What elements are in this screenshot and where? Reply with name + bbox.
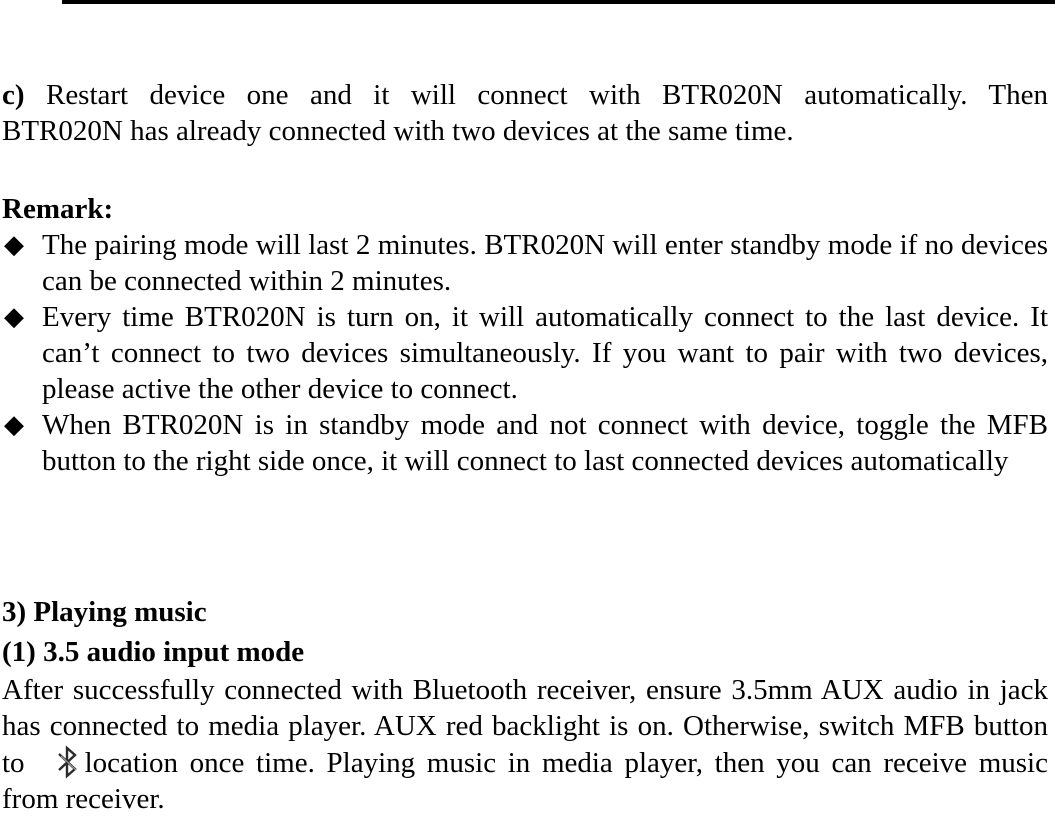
paragraph-playing-music bbox=[2, 672, 1048, 817]
section-heading: 3) Playing music bbox=[2, 596, 207, 628]
diamond-bullet-icon: ◆ bbox=[4, 410, 24, 440]
bluetooth-icon bbox=[51, 744, 85, 780]
subsection-heading: (1) 3.5 audio input mode bbox=[2, 636, 305, 668]
paragraph-playing-text-2: location once time. Playing music in media player, then you can receive music from receiver. bbox=[2, 747, 1048, 815]
paragraph-restart-text-1: Restart device one and it will connect with BTR020N automatically. Then bbox=[24, 79, 1048, 111]
paragraph-restart-line1 bbox=[2, 77, 1048, 113]
remark-heading: Remark: bbox=[2, 193, 114, 225]
diamond-bullet-icon: ◆ bbox=[4, 230, 24, 260]
paragraph-restart-text-2: BTR020N has already connected with two devices at the same time. bbox=[2, 115, 794, 147]
remark-item bbox=[2, 227, 1048, 299]
diamond-bullet-icon: ◆ bbox=[4, 302, 24, 332]
remark-item-text: When BTR020N is in standby mode and not connect with device, toggle the MFB button to the right side once, it will connect to last connected devices automatically bbox=[42, 409, 1048, 477]
paragraph-playing-text-1: After successfully connected with Bluetooth receiver, ensure 3.5mm AUX audio in jack has connected to media player. AUX red backlight is on. Otherwise, switch MFB button to bbox=[2, 674, 1048, 779]
remark-item bbox=[2, 299, 1048, 407]
remark-list bbox=[2, 227, 1048, 479]
remark-item-text: The pairing mode will last 2 minutes. BTR020N will enter standby mode if no devices can be connected within 2 minutes. bbox=[42, 229, 1048, 297]
remark-item bbox=[2, 407, 1048, 479]
top-rule bbox=[62, 0, 1055, 4]
step-label: c) bbox=[2, 79, 25, 111]
remark-item-text: Every time BTR020N is turn on, it will automatically connect to the last device. It can’t connect to two devices simultaneously. If you want to pair with two devices, please active the other device to connect. bbox=[42, 301, 1048, 405]
paragraph-restart bbox=[2, 77, 1048, 149]
